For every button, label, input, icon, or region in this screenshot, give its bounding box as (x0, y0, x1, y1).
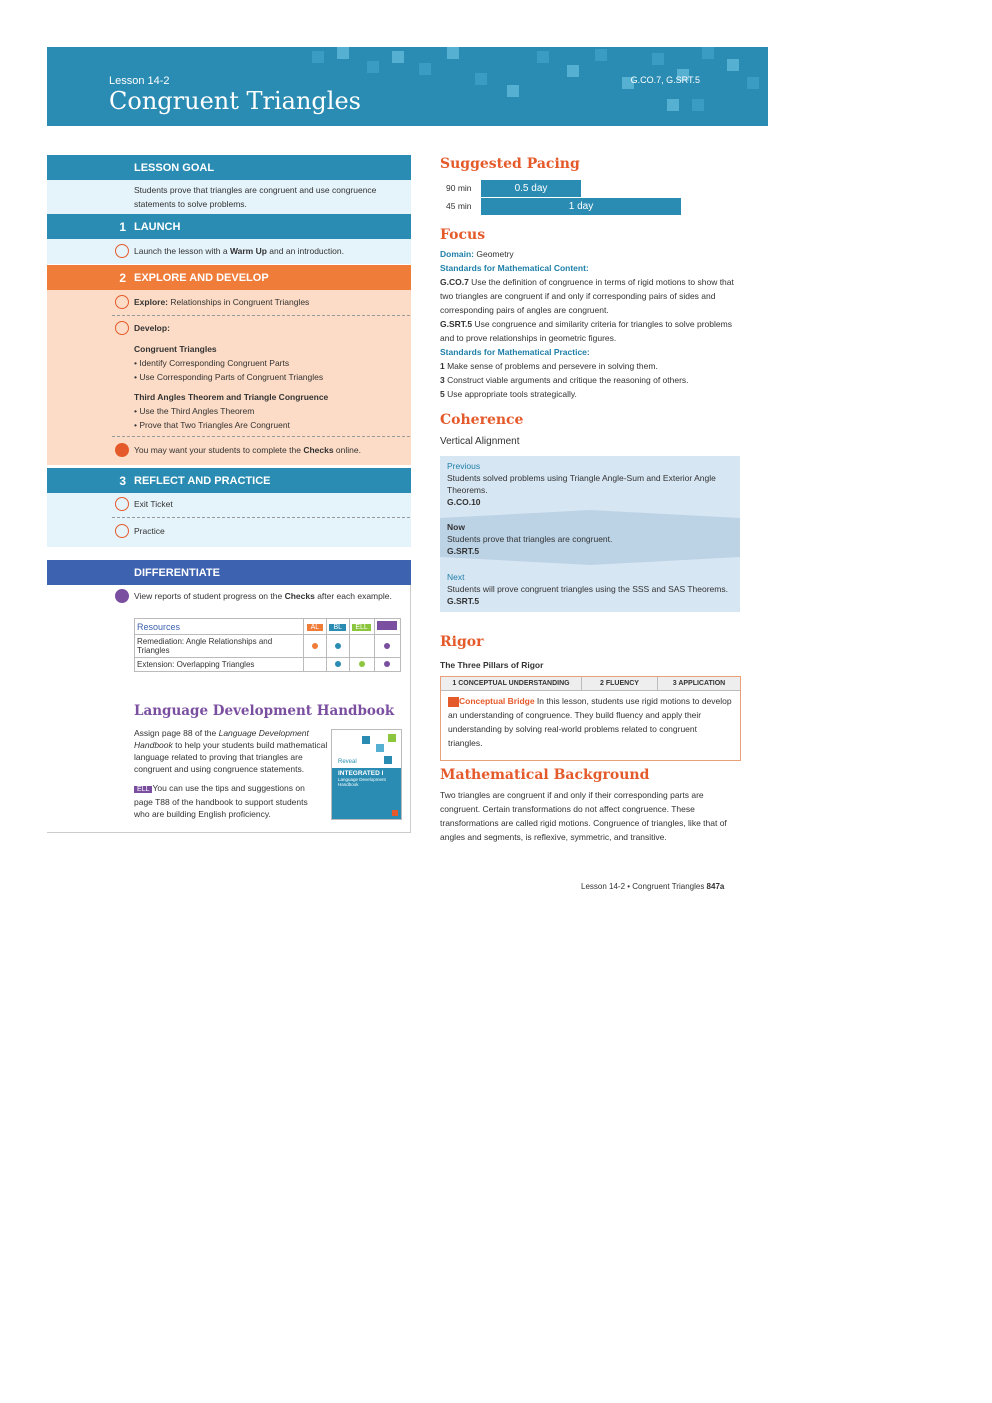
launch-body (47, 239, 411, 264)
reflect-header (47, 468, 411, 493)
explore-title: EXPLORE AND DEVELOP (134, 271, 269, 284)
standard-code: G.SRT.5 (440, 319, 473, 329)
topic-title: Congruent Triangles (134, 344, 217, 354)
table-row (135, 635, 401, 658)
handbook-text-1: Assign page 88 of the (134, 728, 219, 738)
topic-item: • Use Corresponding Parts of Congruent Triangles (134, 372, 324, 382)
divider (112, 315, 410, 316)
topic-item: • Use the Third Angles Theorem (134, 406, 255, 416)
explore-header (47, 265, 411, 290)
lesson-goal-text: Students prove that triangles are congruent and use congruence statements to solve problems. (134, 185, 377, 209)
handbook-text-2: to help your students build mathematical language related to proving that triangles are congruent and using congruence statements. (134, 740, 328, 774)
footer-text: Lesson 14-2 • Congruent Triangles (581, 882, 707, 891)
group-icon (115, 244, 129, 258)
practice-text: Make sense of problems and persevere in solving them. (444, 361, 658, 371)
ell-note (134, 782, 324, 820)
person-icon (115, 443, 129, 457)
focus-title: Focus (440, 227, 486, 243)
bridge-label: Conceptual Bridge (459, 696, 535, 706)
vertical-alignment-box (440, 456, 740, 612)
reports-text: View reports of student progress on the (134, 591, 285, 601)
checks-label: Checks (303, 445, 334, 455)
resource-label: Remediation: Angle Relationships and Triangles (135, 635, 304, 658)
group-icon (115, 321, 129, 335)
ol-dot (335, 661, 341, 667)
lesson-goal-header (47, 155, 411, 180)
topic-title: Third Angles Theorem and Triangle Congruence (134, 392, 329, 402)
next-label: Next (447, 572, 465, 582)
differentiate-body (47, 585, 411, 833)
practice-number: 5 (440, 389, 445, 399)
chart-icon (115, 589, 129, 603)
previous-text: Students solved problems using Triangle Angle-Sum and Exterior Angle Theorems. (447, 473, 716, 495)
handbook-title: Language Development Handbook (134, 703, 395, 719)
people-icon (115, 524, 129, 538)
reflect-title: REFLECT AND PRACTICE (134, 474, 271, 487)
reports-text-end: after each example. (314, 591, 392, 601)
lesson-goal-body (47, 180, 411, 214)
resource-label: Extension: Overlapping Triangles (135, 658, 304, 672)
coherence-title: Coherence (440, 412, 524, 428)
resources-table (134, 618, 401, 672)
lesson-standards: G.CO.7, G.SRT.5 (630, 75, 700, 85)
al-dot (312, 643, 318, 649)
rigor-subtitle: The Three Pillars of Rigor (440, 660, 544, 670)
develop-label: Develop: (134, 323, 170, 333)
ell-dot (384, 661, 390, 667)
resources-header: Resources (135, 619, 304, 635)
standard-text: Use congruence and similarity criteria for triangles to solve problems and to prove relationships in geometric figures. (440, 319, 732, 343)
ell-note-text: You can use the tips and suggestions on page T88 of the handbook to support students who are building English proficiency. (134, 783, 308, 819)
lesson-title: Congruent Triangles (109, 87, 361, 115)
rigor-columns (441, 677, 740, 691)
vertical-alignment-label: Vertical Alignment (440, 436, 520, 447)
reflect-number: 3 (119, 473, 126, 488)
pacing-bar-90: 0.5 day (481, 180, 581, 197)
explore-body (47, 290, 411, 465)
handbook-text (134, 727, 328, 775)
cover-subtitle: Language Development Handbook (338, 777, 386, 787)
differentiate-header (47, 560, 411, 585)
rigor-title: Rigor (440, 634, 484, 650)
launch-number: 1 (119, 219, 126, 234)
launch-text: Launch the lesson with a (134, 246, 230, 256)
lesson-number: Lesson 14-2 (109, 75, 170, 87)
differentiate-title: DIFFERENTIATE (134, 566, 220, 579)
next-text: Students will prove congruent triangles using the SSS and SAS Theorems. (447, 584, 728, 594)
background-title: Mathematical Background (440, 767, 650, 783)
launch-title: LAUNCH (134, 220, 181, 233)
handbook-italic: Language Development Handbook (134, 728, 309, 750)
ol-dot (335, 643, 341, 649)
topic-item: • Prove that Two Triangles Are Congruent (134, 420, 290, 430)
rigor-box (440, 676, 741, 761)
divider (112, 436, 410, 437)
bl-dot (359, 661, 365, 667)
practice-label: Practice (134, 526, 165, 536)
rigor-text (441, 691, 740, 753)
page-number: 847a (706, 882, 725, 891)
ell-badge: ELL (134, 786, 152, 793)
ell-tag: ELL (352, 624, 370, 631)
bl-tag: BL (329, 624, 346, 631)
domain-value: Geometry (474, 249, 514, 259)
explore-text: Relationships in Congruent Triangles (168, 297, 310, 307)
launch-header (47, 214, 411, 239)
focus-body (440, 247, 744, 401)
previous-label: Previous (447, 461, 481, 471)
ell-dot (384, 643, 390, 649)
practice-number: 3 (440, 375, 445, 385)
group-icon (115, 497, 129, 511)
now-text: Students prove that triangles are congruent. (447, 534, 613, 544)
page-footer (581, 882, 724, 891)
topic-item: • Identify Corresponding Congruent Parts (134, 358, 290, 368)
next-standard: G.SRT.5 (447, 596, 480, 606)
pacing-bar-45: 1 day (481, 198, 681, 215)
standard-code: G.CO.7 (440, 277, 469, 287)
practice-standards-label: Standards for Mathematical Practice: (440, 347, 590, 357)
table-row (135, 658, 401, 672)
background-text: Two triangles are congruent if and only if their corresponding parts are congruent. Certain transformations do not affect congruence. These transformations are called rigid motions. Congruence of triangles, like that of angles and segments, is reflexive, symmetric, and transitive. (440, 790, 727, 842)
group-icon (115, 295, 129, 309)
explore-label: Explore: (134, 297, 169, 307)
exit-ticket-label: Exit Ticket (134, 499, 173, 509)
warm-up-label: Warm Up (229, 246, 267, 256)
bridge-text: In this lesson, students use rigid motions to develop an understanding of congruence. They build fluency and apply their understanding by solving real-world problems related to congruent triangles. (448, 696, 732, 748)
practice-text: Construct viable arguments and critique the reasoning of others. (444, 375, 689, 385)
explore-number: 2 (119, 270, 126, 285)
now-label: Now (447, 522, 465, 532)
pacing-label-90: 90 min (446, 183, 472, 193)
divider (112, 517, 410, 518)
content-standards-label: Standards for Mathematical Content: (440, 263, 589, 273)
checks-text: You may want your students to complete the (134, 445, 304, 455)
practice-number: 1 (440, 361, 445, 371)
al-tag: AL (307, 624, 324, 631)
reflect-body (47, 493, 411, 547)
pacing-label-45: 45 min (446, 201, 472, 211)
standard-text: Use the definition of congruence in terms of rigid motions to show that two triangles are congruent if and only if corresponding pairs of sides and corresponding pairs of angles are congruent. (440, 277, 734, 315)
practice-text: Use appropriate tools strategically. (444, 389, 577, 399)
pacing-title: Suggested Pacing (440, 156, 580, 172)
rigor-column: 3 APPLICATION (672, 680, 726, 687)
rigor-column: 2 FLUENCY (582, 677, 658, 690)
bridge-icon (448, 697, 459, 707)
lesson-banner (47, 47, 768, 126)
domain-label: Domain: (440, 249, 474, 259)
cover-title: INTEGRATED I (338, 770, 384, 777)
launch-text-end: and an introduction. (266, 246, 344, 256)
handbook-cover (331, 729, 402, 820)
purple-tag (377, 621, 397, 630)
lesson-goal-title: LESSON GOAL (134, 161, 215, 174)
now-standard: G.SRT.5 (447, 546, 480, 556)
rigor-column: 1 CONCEPTUAL UNDERSTANDING (441, 677, 582, 690)
cover-brand: Reveal (338, 759, 357, 765)
previous-standard: G.CO.10 (447, 497, 481, 507)
checks-label: Checks (284, 591, 315, 601)
checks-text-end: online. (333, 445, 361, 455)
develop-list (134, 342, 404, 432)
